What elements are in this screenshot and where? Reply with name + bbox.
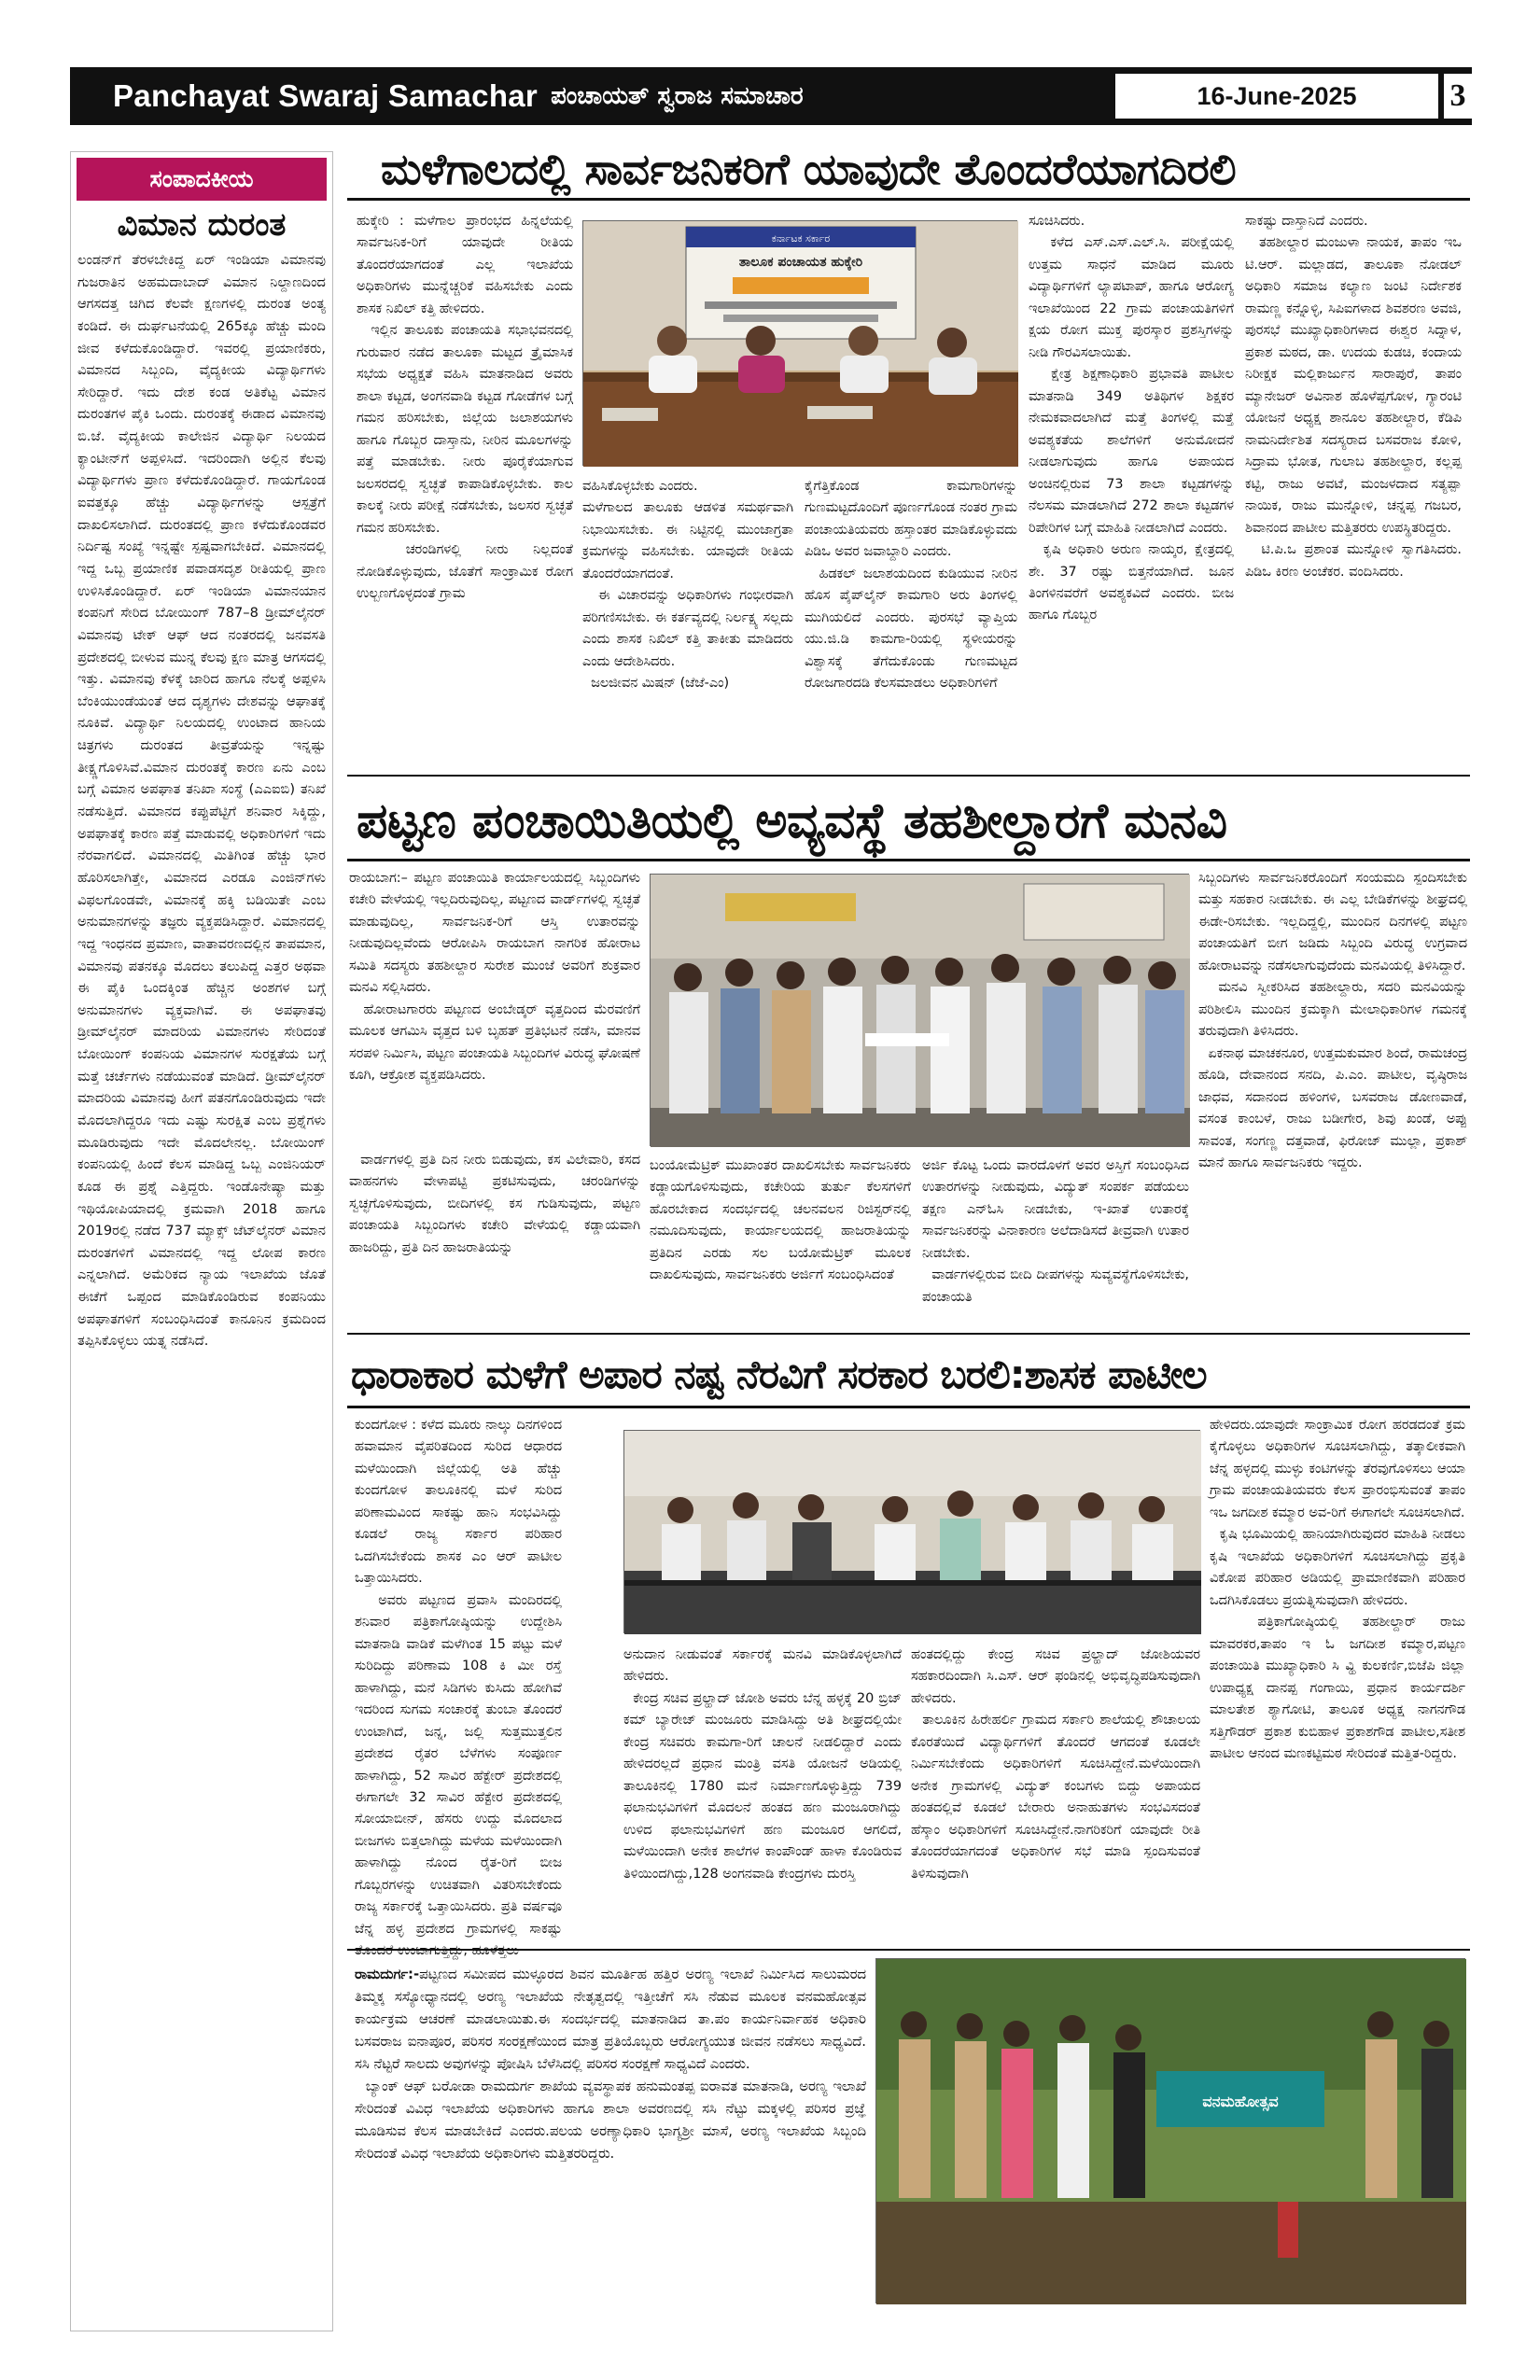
article-rain-damage <box>347 1351 1470 2331</box>
article-dateline: ರಾಮದುರ್ಗ:- <box>355 1967 420 1982</box>
banner-line-2: ತಾಲೂಕ ಪಂಚಾಯತ ಹುಕ್ಕೇರಿ <box>738 255 863 270</box>
article-column: ರಾಯಬಾಗ:– ಪಟ್ಟಣ ಪಂಚಾಯಿತಿ ಕಾರ್ಯಾಲಯದಲ್ಲಿ ಸಿಬ್ಬಂದಿಗಳು ಕಚೇರಿ ವೇಳೆಯಲ್ಲಿ ಇಲ್ಲದಿರುವುದಿಲ್ಲ, ಪಟ್ಟಣದ ವಾರ್ಡ್‌ಗಳಲ್ಲಿ ಸ್ವಚ್ಛತೆ ಮಾಡುವುದಿಲ್ಲ, ಸಾರ್ವಜನಿಕ-ರಿಗೆ ಆಸ್ತಿ ಉತಾರವನ್ನು ನೀಡುವುದಿಲ್ಲವೆಂದು ಆರೋಪಿಸಿ ರಾಯಬಾಗ ನಾಗರಿಕ ಹೋರಾಟ ಸಮಿತಿ ಸದಸ್ಯರು ತಹಶೀಲ್ದಾರ ಸುರೇಶ ಮುಂಜೆ ಅವರಿಗೆ ಶುಕ್ರವಾರ ಮನವಿ ಸಲ್ಲಿಸಿದರು. ಹೋರಾಟಗಾರರು ಪಟ್ಟಣದ ಅಂಬೇಡ್ಕರ್ ವೃತ್ತದಿಂದ ಮೆರವಣಿಗೆ ಮೂಲಕ ಆಗಮಿಸಿ ವೃತ್ತದ ಬಳಿ ಬೃಹತ್ ಪ್ರತಿಭಟನೆ ನಡೆಸಿ, ಮಾನವ ಸರಪಳಿ ನಿರ್ಮಿಸಿ, ಪಟ್ಟಣ ಪಂಚಾಯತಿ ಸಿಬ್ಬಂದಿಗಳ ವಿರುದ್ಧ ಘೋಷಣೆ ಕೂಗಿ, ಆಕ್ರೋಶ ವ್ಯಕ್ತಪಡಿಸಿದರು. <box>349 871 640 1084</box>
article-column: ಅನುದಾನ ನೀಡುವಂತೆ ಸರ್ಕಾರಕ್ಕೆ ಮನವಿ ಮಾಡಿಕೊಳ್ಳಲಾಗಿದೆ ಹೇಳಿದರು. ಕೇಂದ್ರ ಸಚಿವ ಪ್ರಲ್ಹಾದ್ ಜೋಶಿ ಅವರು ಬೆನ್ನ ಹಳ್ಳಕ್ಕೆ 20 ಬ್ರಿಜ್ ಕಮ್ ಬ್ಯಾರೇಜ್ ಮಂಜೂರು ಮಾಡಿಸಿದ್ದು ಅತಿ ಶೀಘ್ರದಲ್ಲಿಯೇ ಕೇಂದ್ರ ಸಚಿವರು ಕಾಮಗಾ-ರಿಗೆ ಚಾಲನೆ ನೀಡಲಿದ್ದಾರೆ ಎಂದು ಹೇಳಿದರಲ್ಲದೆ ಪ್ರಧಾನ ಮಂತ್ರಿ ವಸತಿ ಯೋಜನೆ ಅಡಿಯಲ್ಲಿ ತಾಲೂಕಿನಲ್ಲಿ 1780 ಮನೆ ನಿರ್ಮಾಣಗೊಳ್ಳುತ್ತಿದ್ದು 739 ಫಲಾನುಭವಿಗಳಿಗೆ ಮೊದಲನೆ ಹಂತದ ಹಣ ಮಂಜೂರಾಗಿದ್ದು ಉಳಿದ ಫಲಾನುಭವಿಗಳಿಗೆ ಹಣ ಮಂಜೂರ ಆಗಲಿದೆ, ಮಳೆಯಿಂದಾಗಿ ಅನೇಕ ಶಾಲೆಗಳ ಕಾಂಪೌಂಡ್ ಹಾಳಾ ಕೊಂಡಿರುವ ತಿಳಿಯಿಂದಗಿದ್ದು,128 ಅಂಗನವಾಡಿ ಕೇಂದ್ರಗಳು ದುರಸ್ತಿ <box>623 1647 902 1882</box>
page-number: 3 <box>1444 74 1472 119</box>
article-column: ಕೈಗೆತ್ತಿಕೊಂಡ ಕಾಮಗಾರಿಗಳನ್ನು ಗುಣಮಟ್ಟದೊಂದಿಗೆ ಪೂರ್ಣಗೊಂಡ ನಂತರ ಗ್ರಾಮ ಪಂಚಾಯತಿಯವರು ಹಸ್ತಾಂತರ ಮಾಡಿಕೊಳ್ಳುವದು ಪಿಡಿಒ ಅವರ ಜವಾಬ್ದಾರಿ ಎಂದರು. ಹಿಡಕಲ್ ಜಲಾಶಯದಿಂದ ಕುಡಿಯುವ ನೀರಿನ ಹೊಸ ಪೈಪ್‌ಲೈನ್ ಕಾಮಗಾರಿ ಅರು ತಿಂಗಳಲ್ಲಿ ಮುಗಿಯಲಿದೆ ಎಂದರು. ಪುರಸಭೆ ವ್ಯಾಪ್ತಿಯ ಯು.ಜಿ.ಡಿ ಕಾಮಗಾ-ರಿಯಲ್ಲಿ ಸ್ಥಳೀಯರನ್ನು ವಿಶ್ವಾಸಕ್ಕೆ ತೆಗೆದುಕೊಂಡು ಗುಣಮಟ್ಟದ ರೋಜಗಾರದಡಿ ಕೆಲಸಮಾಡಲು ಅಧಿಕಾರಿಗಳಿಗೆ <box>805 479 1017 692</box>
article-column: ಸಾಕಷ್ಟು ದಾಸ್ತಾನಿದೆ ಎಂದರು. ತಹಶೀಲ್ದಾರ ಮಂಜುಳಾ ನಾಯಕ, ತಾಪಂ ಇಒ ಟಿ.ಆರ್. ಮಲ್ಲಾಡದ, ತಾಲೂಕಾ ನೋಡಲ್ ಅಧಿಕಾರಿ ಸಮಾಜ ಕಲ್ಯಾಣ ಜಂಟಿ ನಿರ್ದೇಶಕ ರಾಮಣ್ಣ ಕನ್ನೊಳ್ಳಿ, ಸಿಪಿಐಗಳಾದ ಶಿವಶರಣ ಅವಜಿ, ಪುರಸಭೆ ಮುಖ್ಯಾಧಿಕಾರಿಗಳಾದ ಈಶ್ವರ ಸಿದ್ನಾಳ, ಪ್ರಕಾಶ ಮಠದ, ಡಾ. ಉದಯ ಕುಡಚಿ, ಕಂದಾಯ ನಿರೀಕ್ಷಕ ಮಲ್ಲಿಕಾರ್ಜುನ ಸಾರಾಪುರೆ, ತಾಪಂ ಮ್ಯಾನೇಜರ್ ಅವಿನಾಶ ಹೊಳೆಪ್ಪಗೋಳ, ಗ್ಯಾರಂಟಿ ಯೋಜನೆ ಅಧ್ಯಕ್ಷ ಶಾನೂಲ ತಹಶೀಲ್ದಾರ, ಕೆಡಿಪಿ ನಾಮನಿರ್ದೇಶಿತ ಸದಸ್ಯರಾದ ಬಸವರಾಜ ಕೋಳಿ, ಸಿದ್ರಾಮ ಭೋತ, ಗುಲಾಬ ತಹಶೀಲ್ದಾರ, ಕಲ್ಲಪ್ಪ ಕಟ್ಟಿ, ರಾಜು ಅವಟೆ, ಮಂಜಳದಾದ ಸತ್ಯಪ್ಪಾ ನಾಯಿಕ, ರಾಜು ಮುನ್ನೋಳಿ, ಚನ್ನಪ್ಪ ಗಜಬರ, ಶಿವಾನಂದ ಪಾಟೀಲ ಮತ್ತಿತರರು ಉಪಸ್ಥಿತರಿದ್ದರು. ಟಿ.ಪಿ.ಒ ಪ್ರಶಾಂತ ಮುನ್ನೋಳಿ ಸ್ವಾಗತಿಸಿದರು. ಪಿಡಿಒ ಕಿರಣ ಅಂಚೆಕರ. ವಂದಿಸಿದರು. <box>1245 214 1462 580</box>
meeting-photo <box>582 220 1017 466</box>
editorial-body: ಲಂಡನ್‌ಗೆ ತೆರಳಬೇಕಿದ್ದ ಏರ್ ಇಂಡಿಯಾ ವಿಮಾನವು ಗುಜರಾತಿನ ಅಹಮದಾಬಾದ್ ವಿಮಾನ ನಿಲ್ದಾಣದಿಂದ ಆಗಸದತ್ತ ಚಿಗಿದ ಕೆಲವೇ ಕ್ಷಣಗಳಲ್ಲಿ ದುರಂತ ಅಂತ್ಯ ಕಂಡಿದೆ. ಈ ದುರ್ಘಟನೆಯಲ್ಲಿ 265ಕ್ಕೂ ಹೆಚ್ಚು ಮಂದಿ ಜೀವ ಕಳೆದುಕೊಂಡಿದ್ದಾರೆ. ಇವರಲ್ಲಿ ಪ್ರಯಾಣಿಕರು, ವಿಮಾನದ ಸಿಬ್ಬಂದಿ, ವೈದ್ಯಕೀಯ ವಿದ್ಯಾರ್ಥಿಗಳು ಸೇರಿದ್ದಾರೆ. ಇದು ದೇಶ ಕಂಡ ಅತಿಕೆಟ್ಟ ವಿಮಾನ ದುರಂತಗಳ ಪೈಕಿ ಒಂದು. ದುರಂತಕ್ಕೆ ಈಡಾದ ವಿಮಾನವು ಬಿ.ಜೆ. ವೈದ್ಯಕೀಯ ಕಾಲೇಜಿನ ವಿದ್ಯಾರ್ಥಿ ನಿಲಯದ ಕ್ಯಾಂಟೀನ್‌ಗೆ ಅಪ್ಪಳಿಸಿದೆ. ಇದರಿಂದಾಗಿ ಅಲ್ಲಿನ ಕೆಲವು ವಿದ್ಯಾರ್ಥಿಗಳು ಪ್ರಾಣ ಕಳೆದುಕೊಂಡಿದ್ದಾರೆ. ಗಾಯಗೊಂಡ ಐವತ್ತಕ್ಕೂ ಹೆಚ್ಚು ವಿದ್ಯಾರ್ಥಿಗಳನ್ನು ಆಸ್ಪತ್ರೆಗೆ ದಾಖಲಿಸಲಾಗಿದೆ. ದುರಂತದಲ್ಲಿ ಪ್ರಾಣ ಕಳೆದುಕೊಂಡವರ ನಿರ್ದಿಷ್ಟ ಸಂಖ್ಯೆ ಇನ್ನಷ್ಟೇ ಸ್ಪಷ್ಟವಾಗಬೇಕಿದೆ. ವಿಮಾನದಲ್ಲಿ ಇದ್ದ ಒಬ್ಬ ಪ್ರಯಾಣಿಕ ಪವಾಡಸದೃಶ ರೀತಿಯಲ್ಲಿ ಪ್ರಾಣ ಉಳಿಸಿಕೊಂಡಿದ್ದಾರೆ. ಏರ್ ಇಂಡಿಯಾ ವಿಮಾನಯಾನ ಕಂಪನಿಗೆ ಸೇರಿದ ಬೋಯಿಂಗ್ 787–8 ಡ್ರೀಮ್‌ಲೈನರ್ ವಿಮಾನವು ಟೇಕ್ ಆಫ್ ಆದ ನಂತರದಲ್ಲಿ ಜನವಸತಿ ಪ್ರದೇಶದಲ್ಲಿ ಬೀಳುವ ಮುನ್ನ ಕೆಲವು ಕ್ಷಣ ಮಾತ್ರ ಆಗಸದಲ್ಲಿ ಇತ್ತು. ವಿಮಾನವು ಕೆಳಕ್ಕೆ ಜಾರಿದ ಹಾಗೂ ನೆಲಕ್ಕೆ ಅಪ್ಪಳಿಸಿ ಬೆಂಕಿಯುಂಡೆಯಂತೆ ಆದ ದೃಶ್ಯಗಳು ದೇಶವನ್ನು ಆಘಾತಕ್ಕೆ ನೂಕಿವೆ. ವಿದ್ಯಾರ್ಥಿ ನಿಲಯದಲ್ಲಿ ಉಂಟಾದ ಹಾನಿಯ ಚಿತ್ರಗಳು ದುರಂತದ ತೀವ್ರತೆಯನ್ನು ಇನ್ನಷ್ಟು ತೀಕ್ಷ್ಣಗೊಳಿಸಿವೆ.ವಿಮಾನ ದುರಂತಕ್ಕೆ ಕಾರಣ ಏನು ಎಂಬ ಬಗ್ಗೆ ವಿಮಾನ ಅಪಘಾತ ತನಿಖಾ ಸಂಸ್ಥೆ (ಎಎಐಬಿ) ತನಿಖೆ ನಡೆಸುತ್ತಿದೆ. ವಿಮಾನದ ಕಪ್ಪುಪೆಟ್ಟಿಗೆ ಶನಿವಾರ ಸಿಕ್ಕಿದ್ದು, ಅಪಘಾತಕ್ಕೆ ಕಾರಣ ಪತ್ತೆ ಮಾಡುವಲ್ಲಿ ಅಧಿಕಾರಿಗಳಿಗೆ ಇದು ನೆರವಾಗಲಿದೆ. ವಿಮಾನದಲ್ಲಿ ಮಿತಿಗಿಂತ ಹೆಚ್ಚು ಭಾರ ಹೊರಿಸಲಾಗಿತ್ತೇ, ವಿಮಾನದ ಎರಡೂ ಎಂಜಿನ್‌ಗಳು ವಿಫಲಗೊಂಡವೇ, ವಿಮಾನಕ್ಕೆ ಹಕ್ಕಿ ಬಡಿಯಿತೇ ಎಂಬ ಅನುಮಾನಗಳನ್ನು ತಜ್ಞರು ವ್ಯಕ್ತಪಡಿಸಿದ್ದಾರೆ. ವಿಮಾನದಲ್ಲಿ ಇದ್ದ ಇಂಧನದ ಪ್ರಮಾಣ, ವಾತಾವರಣದಲ್ಲಿನ ತಾಪಮಾನ, ವಿಮಾನವು ಪತನಕ್ಕೂ ಮೊದಲು ತಲುಪಿದ್ದ ಎತ್ತರ ಅಥವಾ ಈ ಪೈಕಿ ಒಂದಕ್ಕಿಂತ ಹೆಚ್ಚಿನ ಅಂಶಗಳ ಬಗ್ಗೆ ಅನುಮಾನಗಳು ವ್ಯಕ್ತವಾಗಿವೆ. ಈ ಅಪಘಾತವು ಡ್ರೀಮ್‌ಲೈನರ್ ಮಾದರಿಯ ವಿಮಾನಗಳು ಸೇರಿದಂತೆ ಬೋಯಿಂಗ್ ಕಂಪನಿಯ ವಿಮಾನಗಳ ಸುರಕ್ಷತೆಯ ಬಗ್ಗೆ ಮತ್ತೆ ಚರ್ಚೆಗಳು ನಡೆಯುವಂತೆ ಮಾಡಿದೆ. ಡ್ರೀಮ್‌ಲೈನರ್ ಮಾದರಿಯ ವಿಮಾನವು ಹೀಗೆ ಪತನಗೊಂಡಿರುವುದು ಇದೇ ಮೊದಲಾಗಿದ್ದರೂ ಇದು ಎಷ್ಟು ಸುರಕ್ಷಿತ ಎಂಬ ಪ್ರಶ್ನೆಗಳು ಮೂಡಿರುವುದು ಇದೇ ಮೊದಲೇನಲ್ಲ. ಬೋಯಿಂಗ್ ಕಂಪನಿಯಲ್ಲಿ ಹಿಂದೆ ಕೆಲಸ ಮಾಡಿದ್ದ ಒಬ್ಬ ಎಂಜಿನಿಯರ್ ಕೂಡ ಈ ಪ್ರಶ್ನೆ ಎತ್ತಿದ್ದರು. ಇಂಡೊನೇಷ್ಯಾ ಮತ್ತು ಇಥಿಯೋಪಿಯಾದಲ್ಲಿ ಕ್ರಮವಾಗಿ 2018 ಹಾಗೂ 2019ರಲ್ಲಿ ನಡೆದ 737 ಮ್ಯಾಕ್ಸ್ ಜೆಟ್‌ಲೈನರ್ ವಿಮಾನ ದುರಂತಗಳಿಗೆ ವಿಮಾನದಲ್ಲಿ ಇದ್ದ ಲೋಪ ಕಾರಣ ಎನ್ನಲಾಗಿದೆ. ಅಮೆರಿಕದ ನ್ಯಾಯ ಇಲಾಖೆಯ ಜೊತೆ ಈಚೆಗೆ ಒಪ್ಪಂದ ಮಾಡಿಕೊಂಡಿರುವ ಕಂಪನಿಯು ಅಪಘಾತಗಳಿಗೆ ಸಂಬಂಧಿಸಿದಂತೆ ಕಾನೂನಿನ ಕ್ರಮದಿಂದ ತಪ್ಪಿಸಿಕೊಳ್ಳಲು ಯತ್ನ ನಡೆಸಿದೆ. <box>77 252 330 1350</box>
banner-line-1: ಕರ್ನಾಟಕ ಸರ್ಕಾರ <box>771 232 831 245</box>
article-headline: ಮಳೆಗಾಲದಲ್ಲಿ ಸಾರ್ವಜನಿಕರಿಗೆ ಯಾವುದೇ ತೊಂದರೆಯಾಗದಿರಲಿ <box>381 144 1237 194</box>
editorial-title: ವಿಮಾನ ದುರಂತ <box>117 206 287 244</box>
article-headline: ಧಾರಾಕಾರ ಮಳೆಗೆ ಅಪಾರ ನಷ್ಟ ನೆರವಿಗೆ ಸರಕಾರ ಬರಲಿ:ಶಾಸಕ ಪಾಟೀಲ <box>351 1351 1207 1397</box>
article-column: ಕುಂದಗೋಳ : ಕಳೆದ ಮೂರು ನಾಲ್ಕು ದಿನಗಳಿಂದ ಹವಾಮಾನ ವೈಪರಿತದಿಂದ ಸುರಿದ ಆಧಾರದ ಮಳೆಯಿಂದಾಗಿ ಜಿಲ್ಲೆಯಲ್ಲಿ ಅತಿ ಹೆಚ್ಚು ಕುಂದಗೋಳ ತಾಲೂಕಿನಲ್ಲಿ ಮಳೆ ಸುರಿದ ಪರಿಣಾಮವಿಂದ ಸಾಕಷ್ಟು ಹಾನಿ ಸಂಭವಿಸಿದ್ದು ಕೂಡಲೆ ರಾಜ್ಯ ಸರ್ಕಾರ ಪರಿಹಾರ ಒದಗಿಸಬೇಕೆಂದು ಶಾಸಕ ಎಂ ಆರ್ ಪಾಟೀಲ ಒತ್ತಾಯಿಸಿದರು. ಅವರು ಪಟ್ಟಣದ ಪ್ರವಾಸಿ ಮಂದಿರದಲ್ಲಿ ಶನಿವಾರ ಪತ್ರಿಕಾಗೋಷ್ಠಿಯನ್ನು ಉದ್ದೇಶಿಸಿ ಮಾತನಾಡಿ ವಾಡಿಕೆ ಮಳೆಗಿಂತ 15 ಪಟ್ಟು ಮಳೆ ಸುರಿದಿದ್ದು ಪರಿಣಾಮ 108 ಕಿ ಮೀ ರಸ್ತೆ ಹಾಳಾಗಿದ್ದು, ಮನೆ ಸಿಡಿಗಳು ಕುಸಿದು ಹೋಗಿವೆ ಇದರಿಂದ ಸುಗಮ ಸಂಚಾರಕ್ಕೆ ತುಂಬಾ ತೊಂದರೆ ಉಂಟಾಗಿದೆ, ಜನ್ನ, ಜಲ್ಲಿ ಸುತ್ತಮುತ್ತಲಿನ ಪ್ರದೇಶದ ರೈತರ ಬೆಳೆಗಳು ಸಂಪೂರ್ಣ ಹಾಳಾಗಿದ್ದು, 52 ಸಾವಿರ ಹೆಕ್ಟೇರ್ ಪ್ರದೇಶದಲ್ಲಿ ಈಗಾಗಲೇ 32 ಸಾವಿರ ಹೆಕ್ಟೇರ ಪ್ರದೇಶದಲ್ಲಿ ಸೋಯಾಬೀನ್, ಹೆಸರು ಉದ್ದು ಮೊದಲಾದ ಬೀಜಗಳು ಬಿತ್ತಲಾಗಿದ್ದು ಮಳೆಯ ಮಳೆಯಿಂದಾಗಿ ಹಾಳಾಗಿದ್ದು ನೊಂದ ರೈತ-ರಿಗೆ ಬೀಜ ಗೊಬ್ಬರಗಳನ್ನು ಉಚಿತವಾಗಿ ವಿತರಿಸಬೇಕೆಂದು ರಾಜ್ಯ ಸರ್ಕಾರಕ್ಕೆ ಒತ್ತಾಯಿಸಿದರು. ಪ್ರತಿ ವರ್ಷವೂ ಜೆನ್ನ ಹಳ್ಳ ಪ್ರದೇಶದ ಗ್ರಾಮಗಳಲ್ಲಿ ಸಾಕಷ್ಟು ತೊಂದರೆ ಉಂಟಾಗುತ್ತಿದ್ದು, ಹೂಳೆತ್ತಲು <box>355 1418 562 1959</box>
article-column: ವಹಿಸಿಕೊಳ್ಳಬೇಕು ಎಂದರು. ಮಳೆಗಾಲದ ತಾಲೂಕು ಆಡಳಿತ ಸಮರ್ಥವಾಗಿ ನಿಭಾಯಿಸಬೇಕು. ಈ ನಿಟ್ಟಿನಲ್ಲಿ ಮುಂಜಾಗ್ರತಾ ಕ್ರಮಗಳನ್ನು ವಹಿಸಬೇಕು. ಯಾವುದೇ ರೀತಿಯ ತೊಂದರೆಯಾಗದಂತೆ. ಈ ವಿಚಾರವನ್ನು ಅಧಿಕಾರಿಗಳು ಗಂಭೀರವಾಗಿ ಪರಿಗಣಿಸಬೇಕು. ಈ ಕರ್ತವ್ಯದಲ್ಲಿ ನಿರ್ಲಕ್ಷ್ಯ ಸಲ್ಲದು ಎಂದು ಶಾಸಕ ನಿಖಿಲ್ ಕತ್ತಿ ತಾಕೀತು ಮಾಡಿದರು ಎಂದು ಆದೇಶಿಸಿದರು. ಜಲಜೀವನ ಮಿಷನ್ (ಜೆಜೆ-ಎಂ) <box>582 479 793 692</box>
article-monsoon-preparedness <box>347 140 1470 756</box>
banner-text: ವನಮಹೋತ್ಸವ <box>1202 2093 1279 2110</box>
headline-rule <box>347 198 1470 201</box>
masthead <box>70 67 1472 125</box>
article-vanamahotsava <box>347 1949 1470 2331</box>
article-town-panchayat-petition <box>347 793 1470 1325</box>
article-column: ಹೇಳಿದರು.ಯಾವುದೇ ಸಾಂಕ್ರಾಮಿಕ ರೋಗ ಹರಡದಂತೆ ಕ್ರಮ ಕೈಗೊಳ್ಳಲು ಅಧಿಕಾರಿಗಳ ಸೂಚಿಸಲಾಗಿದ್ದು, ತತ್ಕಾಲೀಕವಾಗಿ ಜೆನ್ನ ಹಳ್ಳದಲ್ಲಿ ಮುಳ್ಳು ಕಂಟಿಗಳನ್ನು ತೆರವುಗೊಳಿಸಲು ಆಯಾ ಗ್ರಾಮ ಪಂಚಾಯತಿಯವರು ಕೆಲಸ ಪ್ರಾರಂಭಿಸುವಂತೆ ತಾಪಂ ಇಒ ಜಗದೀಶ ಕಮ್ಮಾರ ಅವ-ರಿಗೆ ಈಗಾಗಲೇ ಸೂಚಿಸಲಾಗಿದೆ. ಕೃಷಿ ಭೂಮಿಯಲ್ಲಿ ಹಾನಿಯಾಗಿರುವುದರ ಮಾಹಿತಿ ನೀಡಲು ಕೃಷಿ ಇಲಾಖೆಯ ಅಧಿಕಾರಿಗಳಿಗೆ ಸೂಚಿಸಲಾಗಿದ್ದು ಪ್ರಕೃತಿ ವಿಕೋಪ ಪರಿಹಾರ ಅಡಿಯಲ್ಲಿ ಪ್ರಾಮಾಣಿಕವಾಗಿ ಪರಿಹಾರ ಒದಗಿಸಿಕೊಡಲು ಪ್ರಯತ್ನಿಸುವುದಾಗಿ ಹೇಳಿದರು. ಪತ್ರಿಕಾಗೋಷ್ಠಿಯಲ್ಲಿ ತಹಶೀಲ್ದಾರ್ ರಾಜು ಮಾವರಕರ,ತಾಪಂ ಇ ಓ ಜಗದೀಶ ಕಮ್ಮಾರ,ಪಟ್ಟಣ ಪಂಚಾಯಿತಿ ಮುಖ್ಯಾಧಿಕಾರಿ ಸಿ ವ್ಹಿ ಕುಲಕರ್ಣಿ,ಬಿಜೆಪಿ ಜಿಲ್ಲಾ ಉಪಾಧ್ಯಕ್ಷ ದಾನಪ್ಪ ಗಂಗಾಯಿ, ಪ್ರಧಾನ ಕಾರ್ಯದರ್ಶಿ ಮಾಲತೇಶ ಶ್ಯಾಗೋಟಿ, ತಾಲೂಕ ಅಧ್ಯಕ್ಷ ನಾಗನಗೌಡ ಸತ್ತಿಗೌಡರ್ ಪ್ರಕಾಶ ಕುಬಿಹಾಳ ಪ್ರಕಾಶಗೌಡ ಪಾಟೀಲ,ಸತೀಶ ಪಾಟೀಲ ಆನಂದ ಮಣಕಟ್ಟಿಮಠ ಸೇರಿದಂತೆ ಮತ್ತಿತ-ರಿದ್ದರು. <box>1210 1418 1465 1762</box>
headline-rule <box>347 859 1470 861</box>
article-body <box>355 1964 866 2328</box>
article-column: ಹುಕ್ಕೇರಿ : ಮಳೆಗಾಲ ಪ್ರಾರಂಭದ ಹಿನ್ನಲೆಯಲ್ಲಿ ಸಾರ್ವಜನಿಕ-ರಿಗೆ ಯಾವುದೇ ರೀತಿಯ ತೊಂದರೆಯಾಗದಂತೆ ಎಲ್ಲ ಇಲಾಖೆಯ ಅಧಿಕಾರಿಗಳು ಮುನ್ನೆಚ್ಚರಿಕೆ ವಹಿಸಬೇಕು ಎಂದು ಶಾಸಕ ನಿಖಿಲ್ ಕತ್ತಿ ಹೇಳಿದರು. ಇಲ್ಲಿನ ತಾಲೂಕು ಪಂಚಾಯತಿ ಸಭಾಭವನದಲ್ಲಿ ಗುರುವಾರ ನಡೆದ ತಾಲೂಕಾ ಮಟ್ಟದ ತ್ರೈಮಾಸಿಕ ಸಭೆಯ ಅಧ್ಯಕ್ಷತೆ ವಹಿಸಿ ಮಾತನಾಡಿದ ಅವರು ಶಾಲಾ ಕಟ್ಟಡ, ಅಂಗನವಾಡಿ ಕಟ್ಟಡ ಗೋಡೆಗಳ ಬಗ್ಗೆ ಗಮನ ಹರಿಸಬೇಕು, ಜಿಲ್ಲೆಯ ಜಲಾಶಯಗಳು ಹಾಗೂ ಗೊಬ್ಬರ ದಾಸ್ತಾನು, ನೀರಿನ ಮೂಲಗಳನ್ನು ಪತ್ತೆ ಮಾಡಬೇಕು. ನೀರು ಪೂರೈಕೆಯಾಗುವ ಜಲಸರದಲ್ಲಿ ಸ್ವಚ್ಛತೆ ಕಾಪಾಡಿಕೊಳ್ಳಬೇಕು. ಕಾಲ ಕಾಲಕ್ಕೆ ನೀರು ಪರೀಕ್ಷೆ ನಡೆಸಬೇಕು, ಜಲಸರ ಸ್ವಚ್ಛತೆ ಗಮನ ಹರಿಸಬೇಕು. ಚರಂಡಿಗಳಲ್ಲಿ ನೀರು ನಿಲ್ಲದಂತೆ ನೋಡಿಕೊಳ್ಳುವುದು, ಜೊತೆಗೆ ಸಾಂಕ್ರಾಮಿಕ ರೋಗ ಉಲ್ಬಣಗೊಳ್ಳದಂತೆ ಗ್ರಾಮ <box>357 214 574 601</box>
article-column: ಅರ್ಜಿ ಕೊಟ್ಟ ಒಂದು ವಾರದೊಳಗೆ ಅವರ ಅಸ್ತಿಗೆ ಸಂಬಂಧಿಸಿದ ಉತಾರಗಳನ್ನು ನೀಡುವುದು, ವಿದ್ಯುತ್ ಸಂಪರ್ಕ ಪಡೆಯಲು ತಕ್ಷಣ ಎನ್‌ಓಸಿ ನೀಡಬೇಕು, ಇ-ಖಾತೆ ಉತಾರಕ್ಕೆ ಸಾರ್ವಜನಿಕರನ್ನು ವಿನಾಕಾರಣ ಅಲೆದಾಡಿಸದೆ ತೀವ್ರವಾಗಿ ಉತಾರ ನೀಡಬೇಕು. ವಾರ್ಡಗಳಲ್ಲಿರುವ ಬೀದಿ ದೀಪಗಳನ್ನು ಸುವ್ಯವಸ್ಥೆಗೊಳಿಸಬೇಕು, ಪಂಚಾಯತಿ <box>922 1158 1189 1305</box>
article-text: ಪಟ್ಟಣದ ಸಮೀಪದ ಮುಳ್ಳೂರದ ಶಿವನ ಮೂರ್ತಿಹ ಹತ್ತಿರ ಅರಣ್ಯ ಇಲಾಖೆ ನಿರ್ಮಿಸಿದ ಸಾಲುಮರದ ತಿಮ್ಮಕ್ಕ ಸಸ್ಯೋಧ್ಯಾನದಲ್ಲಿ ಅರಣ್ಯ ಇಲಾಖೆಯ ನೇತೃತ್ವದಲ್ಲಿ ಇತ್ತೀಚೆಗೆ ಸಸಿ ನೆಡುವ ಮೂಲಕ ವನಮಹೋತ್ಸವ ಕಾರ್ಯಕ್ರಮ ಆಚರಣೆ ಮಾಡಲಾಯಿತು.ಈ ಸಂದರ್ಭದಲ್ಲಿ ಮಾತನಾಡಿದ ತಾ.ಪಂ ಕಾರ್ಯನಿರ್ವಾಹಕ ಅಧಿಕಾರಿ ಬಸವರಾಜ ಐನಾಪೂರ, ಪರಿಸರ ಸಂರಕ್ಷಣೆಯಿಂದ ಮಾತ್ರ ಪ್ರತಿಯೊಬ್ಬರು ಆರೋಗ್ಯಯುತ ಜೀವನ ನಡೆಸಲು ಸಾಧ್ಯವಿದೆ. ಸಸಿ ನೆಟ್ಟರೆ ಸಾಲದು ಅವುಗಳನ್ನು ಪೋಷಿಸಿ ಬೆಳೆಸಿದಲ್ಲಿ ಪರಿಸರ ಸಂರಕ್ಷಣೆ ಸಾಧ್ಯವಿದೆ ಎಂದರು. ಬ್ಯಾಂಕ್ ಆಫ್ ಬರೋಡಾ ರಾಮದುರ್ಗ ಶಾಖೆಯ ವ್ಯವಸ್ಥಾಪಕ ಹನುಮಂತಪ್ಪ ಐರಾವತ ಮಾತನಾಡಿ, ಅರಣ್ಯ ಇಲಾಖೆ ಸೇರಿದಂತೆ ವಿವಿಧ ಇಲಾಖೆಯ ಅಧಿಕಾರಿಗಳು ಹಾಗೂ ಶಾಲಾ ಅವರಣದಲ್ಲಿ ಸಸಿ ನೆಟ್ಟು ಮಕ್ಕಳಲ್ಲಿ ಪರಿಸರ ಪ್ರಜ್ಞೆ ಮೂಡಿಸುವ ಕೆಲಸ ಮಾಡಬೇಕಿದೆ ಎಂದರು.ಪಲಯ ಅರಣ್ಯಾಧಿಕಾರಿ ಭಾಗ್ಯಶ್ರೀ ಮಾಸೆ, ಅರಣ್ಯ ಇಲಾಖೆಯ ಸಿಬ್ಬಂದಿ ಸೇರಿದಂತೆ ವಿವಿಧ ಇಲಾಖೆಯ ಅಧಿಕಾರಿಗಳು ಮತ್ತಿತರರಿದ್ದರು. <box>355 1967 866 2162</box>
article-column: ಬಂಯೋಮೆಟ್ರಿಕ್ ಮುಖಾಂತರ ದಾಖಲಿಸಬೇಕು ಸಾರ್ವಜನಿಕರು ಕಡ್ಡಾಯಗೊಳಿಸುವುದು, ಕಚೇರಿಯ ತುರ್ತು ಕೆಲಸಗಳಿಗೆ ಹೊರಬೇಕಾದ ಸಂದರ್ಭದಲ್ಲಿ ಚಲನವಲನ ರಿಜಿಸ್ಟರ್‌ನಲ್ಲಿ ನಮೂದಿಸುವುದು, ಕಾರ್ಯಾಲಯದಲ್ಲಿ ಹಾಜರಾತಿಯನ್ನು ಪ್ರತಿದಿನ ಎರಡು ಸಲ ಬಯೋಮೆಟ್ರಿಕ್ ಮೂಲಕ ದಾಖಲಿಸುವುದು, ಸಾರ್ವಜನಿಕರು ಅರ್ಜಿಗೆ ಸಂಬಂಧಿಸಿದಂತೆ <box>650 1158 916 1283</box>
article-divider <box>347 1333 1470 1335</box>
headline-rule <box>347 1406 1470 1408</box>
newspaper-title-english: Panchayat Swaraj Samachar <box>113 78 539 113</box>
article-divider <box>347 775 1470 777</box>
article-column: ಸೂಚಿಸಿದರು. ಕಳೆದ ಎಸ್.ಎಸ್.ಎಲ್.ಸಿ. ಪರೀಕ್ಷೆಯಲ್ಲಿ ಉತ್ತಮ ಸಾಧನೆ ಮಾಡಿದ ಮೂರು ವಿದ್ಯಾರ್ಥಿಗಳಿಗೆ ಲ್ಯಾಪಟಾಪ್, ಹಾಗೂ ಆರೋಗ್ಯ ಇಲಾಖೆಯಿಂದ 22 ಗ್ರಾಮ ಪಂಚಾಯತಿಗಳಿಗೆ ಕ್ಷಯ ರೋಗ ಮುಕ್ತ ಪುರಸ್ಕಾರ ಪ್ರಶಸ್ತಿಗಳನ್ನು ನೀಡಿ ಗೌರವಿಸಲಾಯಿತು. ಕ್ಷೇತ್ರ ಶಿಕ್ಷಣಾಧಿಕಾರಿ ಪ್ರಭಾವತಿ ಪಾಟೀಲ ಮಾತನಾಡಿ 349 ಅತಿಥಿಗಳ ಶಿಕ್ಷಕರ ನೇಮಕವಾದಲಾಗಿದೆ ಮತ್ತೆ ತಿಂಗಳಲ್ಲಿ ಮತ್ತೆ ಅವಶ್ಯಕತೆಯ ಶಾಲೆಗಳಿಗೆ ಅನುಮೋದನೆ ನೀಡಲಾಗುವುದು ಹಾಗೂ ಅಪಾಯದ ಅಂಚಿನಲ್ಲಿರುವ 73 ಶಾಲಾ ಕಟ್ಟಡಗಳನ್ನು ನೆಲಸಮ ಮಾಡಲಾಗಿದೆ 272 ಶಾಲಾ ಕಟ್ಟಡಗಳ ರಿಪೇರಿಗಳ ಬಗ್ಗೆ ಮಾಹಿತಿ ನೀಡಲಾಗಿದೆ ಎಂದರು. ಕೃಷಿ ಅಧಿಕಾರಿ ಅರುಣ ನಾಯ್ಕರ, ಕ್ಷೇತ್ರದಲ್ಲಿ ಶೇ. 37 ರಷ್ಟು ಬಿತ್ತನೆಯಾಗಿದೆ. ಜೂನ ತಿಂಗಳಿನವರೆಗೆ ಅವಶ್ಯಕವಿದೆ ಎಂದರು. ಬೀಜ ಹಾಗೂ ಗೊಬ್ಬರ <box>1029 214 1235 623</box>
article-column: ಹಂತದಲ್ಲಿದ್ದು ಕೇಂದ್ರ ಸಚಿವ ಪ್ರಲ್ಹಾದ್ ಜೋಶಿಯವರ ಸಹಕಾರದಿಂದಾಗಿ ಸಿ.ಎಸ್. ಆರ್ ಫಂಡಿನಲ್ಲಿ ಅಭಿವೃದ್ಧಿಪಡಿಸುವುದಾಗಿ ಹೇಳಿದರು. ತಾಲೂಕಿನ ಹಿರೇಹರ್ಲಿ ಗ್ರಾಮದ ಸರ್ಕಾರಿ ಶಾಲೆಯಲ್ಲಿ ಶೌಚಾಲಯ ಕೊರತೆಯಿದೆ ವಿದ್ಯಾರ್ಥಿಗಳಿಗೆ ತೊಂದರೆ ಆಗದಂತೆ ಕೂಡಲೇ ನಿರ್ಮಿಸಬೇಕೆಂದು ಅಧಿಕಾರಿಗಳಿಗೆ ಸೂಚಿಸಿದ್ದೇನೆ.ಮಳೆಯಿಂದಾಗಿ ಅನೇಕ ಗ್ರಾಮಗಳಲ್ಲಿ ವಿದ್ಯುತ್ ಕಂಬಗಳು ಬಿದ್ದು ಅಪಾಯದ ಹಂತದಲ್ಲಿವೆ ಕೂಡಲೆ ಬೇರಾರು ಅನಾಹುತಗಳು ಸಂಭವಿಸದಂತೆ ಹೆಸ್ಕಾಂ ಅಧಿಕಾರಿಗಳಿಗೆ ಸೂಚಿಸಿದ್ದೇನೆ.ನಾಗರಿಕರಿಗೆ ಯಾವುದೇ ರೀತಿ ತೊಂದರೆಯಾಗದಂತೆ ಅಧಿಕಾರಿಗಳ ಸಭೆ ಮಾಡಿ ಸ್ಪಂದಿಸುವಂತೆ ತಿಳಿಸುವುದಾಗಿ <box>911 1647 1200 1882</box>
editorial-label: ಸಂಪಾದಕೀಯ <box>77 158 327 201</box>
protest-photo <box>650 874 1189 1146</box>
issue-date: 16-June-2025 <box>1115 74 1438 119</box>
editorial-column <box>70 151 333 2331</box>
article-column: ಸಿಬ್ಬಂದಿಗಳು ಸಾರ್ವಜನಿಕರೊಂದಿಗೆ ಸಂಯಮದಿ ಸ್ಪಂದಿಸಬೇಕು ಮತ್ತು ಸಹಕಾರ ನೀಡಬೇಕು. ಈ ಎಲ್ಲ ಬೇಡಿಕೆಗಳನ್ನು ಶೀಘ್ರದಲ್ಲಿ ಈಡೇ-ರಿಸಬೇಕು. ಇಲ್ಲದಿದ್ದಲ್ಲಿ, ಮುಂದಿನ ದಿನಗಳಲ್ಲಿ ಪಟ್ಟಣ ಪಂಚಾಯತಿಗೆ ಬೀಗ ಜಡಿದು ಸಿಬ್ಬಂದಿ ವಿರುದ್ಧ ಉಗ್ರವಾದ ಹೋರಾಟವನ್ನು ನಡೆಸಲಾಗುವುದೆಂದು ಮನವಿಯಲ್ಲಿ ತಿಳಿಸಿದ್ದಾರೆ. ಮನವಿ ಸ್ವೀಕರಿಸಿದ ತಹಶೀಲ್ದಾರು, ಸದರಿ ಮನವಿಯನ್ನು ಪರಿಶೀಲಿಸಿ ಮುಂದಿನ ಕ್ರಮಕ್ಕಾಗಿ ಮೇಲಾಧಿಕಾರಿಗಳ ಗಮನಕ್ಕೆ ತರುವುದಾಗಿ ತಿಳಿಸಿದರು. ಏಕನಾಥ ಮಾಚಕನೂರ, ಉತ್ತಮಕುಮಾರ ಶಿಂದೆ, ರಾಮಚಂದ್ರ ಹೊಡಿ, ದೇವಾನಂದ ಸನದಿ, ಪಿ.ಎಂ. ಪಾಟೀಲ, ವೃಷ್ಠಿರಾಜ ಜಾಧವ, ಸದಾನಂದ ಹಳಿಂಗಳಿ, ಬಸವರಾಜ ಡೋಣವಾಡೆ, ವಸಂತ ಕಾಂಬಳೆ, ರಾಜು ಬಡೀಗೇರ, ಶಿವು ಖಂಡೆ, ಅಪ್ಪು ಸಾವಂತ, ಸಂಗಣ್ಣ ದತ್ತವಾಡೆ, ಫಿರೋಜ್ ಮುಲ್ಲಾ, ಪ್ರಕಾಶ್ ಮಾನೆ ಹಾಗೂ ಸಾರ್ವಜನಿಕರು ಇದ್ದರು. <box>1198 871 1467 1171</box>
article-column: ವಾರ್ಡಗಳಲ್ಲಿ ಪ್ರತಿ ದಿನ ನೀರು ಬಿಡುವುದು, ಕಸ ವಿಲೇವಾರಿ, ಕಸದ ವಾಹನಗಳು ವೇಳಾಪಟ್ಟಿ ಪ್ರಕಟಿಸುವುದು, ಚರಂಡಿಗಳನ್ನು ಸ್ವಚ್ಛಗೊಳಿಸುವುದು, ಬೀದಿಗಳಲ್ಲಿ ಕಸ ಗುಡಿಸುವುದು, ಪಟ್ಟಣ ಪಂಚಾಯತಿ ಸಿಬ್ಬಂದಿಗಳು ಕಚೇರಿ ವೇಳೆಯಲ್ಲಿ ಕಡ್ಡಾಯವಾಗಿ ಹಾಜರಿದ್ದು, ಪ್ರತಿ ದಿನ ಹಾಜರಾತಿಯನ್ನು <box>349 1153 645 1255</box>
tree-planting-photo <box>875 1958 1465 2303</box>
press-meet-photo <box>623 1430 1200 1633</box>
article-headline: ಪಟ್ಟಣ ಪಂಚಾಯಿತಿಯಲ್ಲಿ ಅವ್ಯವಸ್ಥೆ ತಹಶೀಲ್ದಾರಗೆ ಮನವಿ <box>357 793 1227 849</box>
newspaper-title-kannada: ಪಂಚಾಯತ್ ಸ್ವರಾಜ ಸಮಾಚಾರ <box>551 81 804 110</box>
